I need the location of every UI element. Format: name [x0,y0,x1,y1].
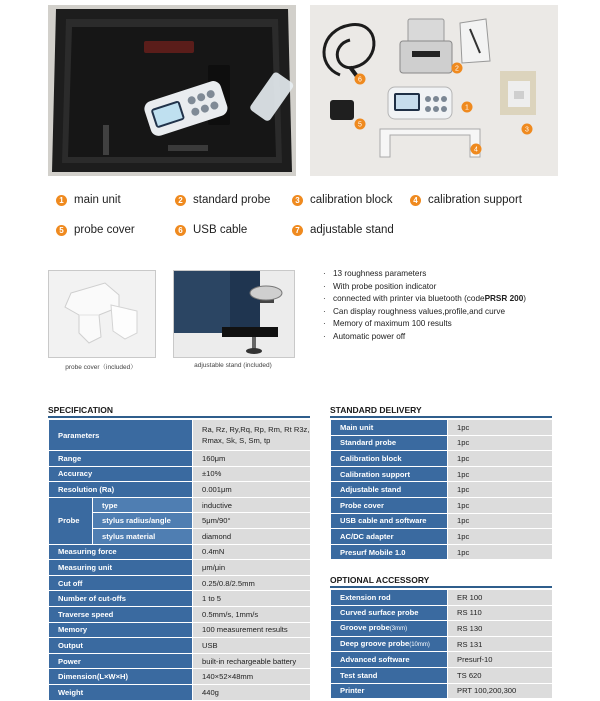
accessory-name: Curved surface probe [331,605,448,621]
specification-divider [48,416,310,418]
spec-key: Measuring force [49,544,193,560]
accessory-code: ER 100 [448,590,553,606]
delivery-qty: 1pc [448,482,553,498]
number-badge: 7 [292,225,303,236]
accessory-name: Printer [331,683,448,699]
accessory-name: Extension rod [331,590,448,606]
spec-key: Resolution (Ra) [49,482,193,498]
photo-marker-5: 5 [358,121,362,129]
legend-usb-cable [175,222,247,238]
table-row [49,575,311,591]
spec-value: 140×52×48mm [193,669,311,685]
accessory-name: Deep groove probe(10mm) [331,636,448,652]
spec-key: Accuracy [49,466,193,482]
spec-value: 0.001μm [193,482,311,498]
delivery-qty: 1pc [448,420,553,436]
spec-value: diamond [193,528,311,544]
table-row [331,605,553,621]
number-badge: 1 [56,195,67,206]
spec-subkey: stylus radius/angle [93,513,193,529]
legend-probe-cover [56,222,135,238]
delivery-item: Calibration support [331,466,448,482]
photo-marker-3: 3 [525,126,529,134]
accessory-code: PRT 100,200,300 [448,683,553,699]
standard-delivery-divider [330,416,552,418]
spec-value: inductive [193,497,311,513]
delivery-qty: 1pc [448,513,553,529]
table-row [49,544,311,560]
table-row [331,482,553,498]
specification-title: SPECIFICATION [48,405,114,415]
table-row [331,529,553,545]
table-row [49,591,311,607]
table-row [331,497,553,513]
delivery-item: Presurf Mobile 1.0 [331,544,448,560]
table-row [331,544,553,560]
legend-calibration-support [410,192,522,208]
delivery-item: Calibration block [331,451,448,467]
delivery-item: Probe cover [331,497,448,513]
photo-marker-4: 4 [474,146,478,154]
spec-key: Parameters [49,420,193,451]
accessory-code: RS 130 [448,621,553,637]
photo-marker-1: 1 [465,104,469,112]
spec-key: Output [49,638,193,654]
feature-item: · Memory of maximum 100 results [323,319,452,329]
probe-cover-caption: probe cover（included） [65,364,137,371]
spec-value: 0.5mm/s, 1mm/s [193,606,311,622]
table-row [49,497,311,513]
adjustable-stand-photo [173,270,295,358]
spec-value: ±10% [193,466,311,482]
delivery-qty: 1pc [448,466,553,482]
spec-key: Dimension(L×W×H) [49,669,193,685]
delivery-item: Standard probe [331,435,448,451]
feature-item: · With probe position indicator [323,281,437,291]
spec-subkey: type [93,497,193,513]
number-badge: 2 [175,195,186,206]
spec-value: 0.25/0.8/2.5mm [193,575,311,591]
spec-value: 0.4mN [193,544,311,560]
spec-key: Memory [49,622,193,638]
feature-item: · Can display roughness values,profile,and curve [323,306,506,316]
spec-key: Number of cut-offs [49,591,193,607]
table-row [331,636,553,652]
table-row [331,466,553,482]
table-row [49,606,311,622]
spec-key: Range [49,451,193,467]
table-row [49,653,311,669]
table-row [331,451,553,467]
delivery-qty: 1pc [448,435,553,451]
accessory-code: RS 110 [448,605,553,621]
accessory-code: TS 620 [448,667,553,683]
table-row [49,622,311,638]
delivery-qty: 1pc [448,529,553,545]
spec-key: Traverse speed [49,606,193,622]
legend-adjustable-stand [292,222,394,238]
spec-value: 160μm [193,451,311,467]
optional-accessory-divider [330,586,552,588]
legend-main-unit [56,192,121,208]
spec-value: μm/μin [193,560,311,576]
legend-label: calibration support [428,194,522,206]
accessory-name: Groove probe(3mm) [331,621,448,637]
spec-value: 1 to 5 [193,591,311,607]
table-row [331,683,553,699]
spec-value: 440g [193,684,311,700]
delivery-qty: 1pc [448,497,553,513]
table-row [331,590,553,606]
accessory-name: Advanced software [331,652,448,668]
legend-label: probe cover [74,224,135,236]
table-row [331,420,553,436]
table-row [331,435,553,451]
table-row [49,684,311,700]
optional-accessory-table [330,589,553,699]
number-badge: 3 [292,195,303,206]
feature-item: · connected with printer via bluetooth (code PRSR 200 ) [323,294,526,304]
photo-marker-2: 2 [455,65,459,73]
table-row [49,482,311,498]
spec-value: 5μm/90° [193,513,311,529]
table-row [49,420,311,451]
delivery-qty: 1pc [448,451,553,467]
legend-label: adjustable stand [310,224,394,236]
spec-key: Measuring unit [49,560,193,576]
spec-value: 100 measurement results [193,622,311,638]
spec-key-probe: Probe [49,497,93,544]
probe-cover-photo [48,270,156,358]
legend-standard-probe [175,192,270,208]
legend-calibration-block [292,192,392,208]
number-badge: 5 [56,225,67,236]
table-row [49,669,311,685]
table-row [49,466,311,482]
feature-item: · Automatic power off [323,331,406,341]
kit-contents-photo [310,5,558,176]
spec-key: Cut off [49,575,193,591]
legend-label: main unit [74,194,121,206]
carrying-case-photo [48,5,296,176]
number-badge: 4 [410,195,421,206]
spec-subkey: stylus material [93,528,193,544]
feature-item: · 13 roughness parameters [323,269,427,278]
delivery-item: Main unit [331,420,448,436]
standard-delivery-title: STANDARD DELIVERY [330,405,422,415]
table-row [49,451,311,467]
legend-label: standard probe [193,194,271,206]
accessory-code: Presurf-10 [448,652,553,668]
accessory-name: Test stand [331,667,448,683]
spec-value: USB [193,638,311,654]
table-row [331,621,553,637]
table-row [331,667,553,683]
table-row [49,638,311,654]
adjustable-stand-caption: adjustable stand (included) [194,362,272,369]
photo-marker-6: 6 [358,76,362,84]
delivery-item: Adjustable stand [331,482,448,498]
accessory-code: RS 131 [448,636,553,652]
table-row [49,560,311,576]
specification-table [48,419,311,701]
spec-value: built-in rechargeable battery [193,653,311,669]
standard-delivery-table [330,419,553,560]
legend-label: USB cable [193,224,248,236]
feature-list [323,268,526,344]
delivery-item: USB cable and software [331,513,448,529]
spec-value: Ra, Rz, Ry,Rq, Rp, Rm, Rt R3z, Rmax, Sk, S, Sm, tp [193,420,311,451]
table-row [331,513,553,529]
spec-key: Power [49,653,193,669]
legend-label: calibration block [310,194,393,206]
spec-key: Weight [49,684,193,700]
delivery-item: AC/DC adapter [331,529,448,545]
optional-accessory-title: OPTIONAL ACCESSORY [330,575,430,585]
number-badge: 6 [175,225,186,236]
delivery-qty: 1pc [448,544,553,560]
table-row [331,652,553,668]
